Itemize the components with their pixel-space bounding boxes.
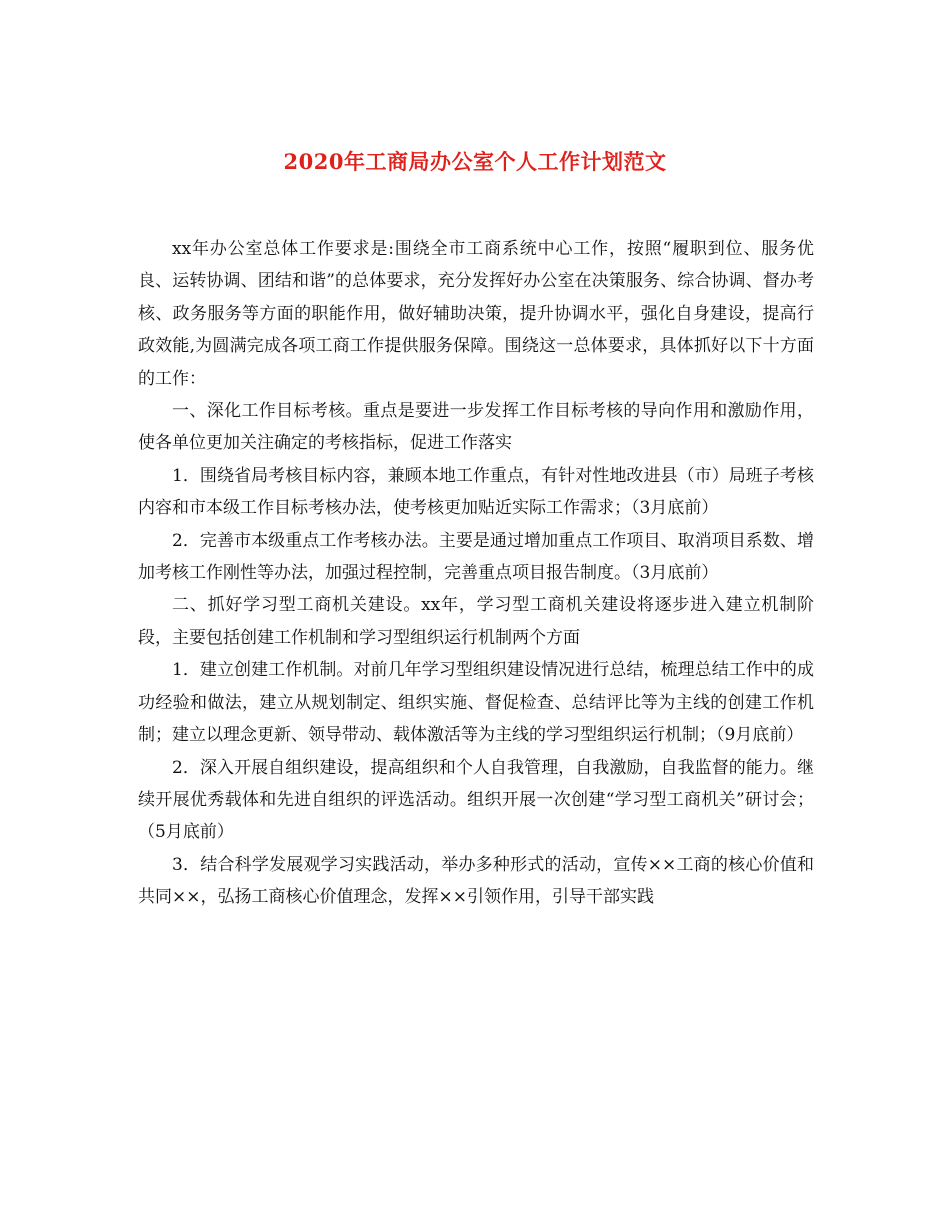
paragraph-section-2-item-2: 2．深入开展自组织建设，提高组织和个人自我管理，自我激励，自我监督的能力。继续开展优秀载体和先进自组织的评选活动。组织开展一次创建“学习型工商机关”研讨会；（5月底前） — [138, 757, 814, 843]
paragraph-intro: xx年办公室总体工作要求是:围绕全市工商系统中心工作，按照“履职到位、服务优良、运转协调、团结和谐”的总体要求，充分发挥好办公室在决策服务、综合协调、督办考核、政务服务等方面的职能作用，做好辅助决策，提升协调水平，强化自身建设，提高行政效能,为圆满完成各项工商工作提供服务保障。围绕这一总体要求，具体抓好以下十方面的工作： — [138, 239, 814, 389]
paragraph-section-2-heading: 二、抓好学习型工商机关建设。xx年，学习型工商机关建设将逐步进入建立机制阶段，主要包括创建工作机制和学习型组织运行机制两个方面 — [138, 595, 814, 648]
paragraph-section-1-item-1: 1．围绕省局考核目标内容，兼顾本地工作重点，有针对性地改进县（市）局班子考核内容和市本级工作目标考核办法，使考核更加贴近实际工作需求；（3月底前） — [138, 465, 814, 519]
paragraph-section-1-item-2: 2．完善市本级重点工作考核办法。主要是通过增加重点工作项目、取消项目系数、增加考核工作刚性等办法，加强过程控制，完善重点项目报告制度。（3月底前） — [138, 530, 814, 584]
paragraph-section-2-item-3: 3．结合科学发展观学习实践活动，举办多种形式的活动，宣传××工商的核心价值和共同××，弘扬工商核心价值理念，发挥××引领作用，引导干部实践 — [138, 854, 814, 908]
paragraph-section-1-heading: 一、深化工作目标考核。重点是要进一步发挥工作目标考核的导向作用和激励作用，使各单位更加关注确定的考核指标，促进工作落实 — [138, 401, 814, 454]
paragraph-section-2-item-1: 1．建立创建工作机制。对前几年学习型组织建设情况进行总结，梳理总结工作中的成功经验和做法，建立从规划制定、组织实施、督促检查、总结评比等为主线的创建工作机制；建立以理念更新、领导带动、载体激活等为主线的学习型组织运行机制；（9月底前） — [138, 660, 814, 746]
document-body — [138, 233, 814, 914]
document-title: 2020年工商局办公室个人工作计划范文 — [283, 149, 667, 174]
